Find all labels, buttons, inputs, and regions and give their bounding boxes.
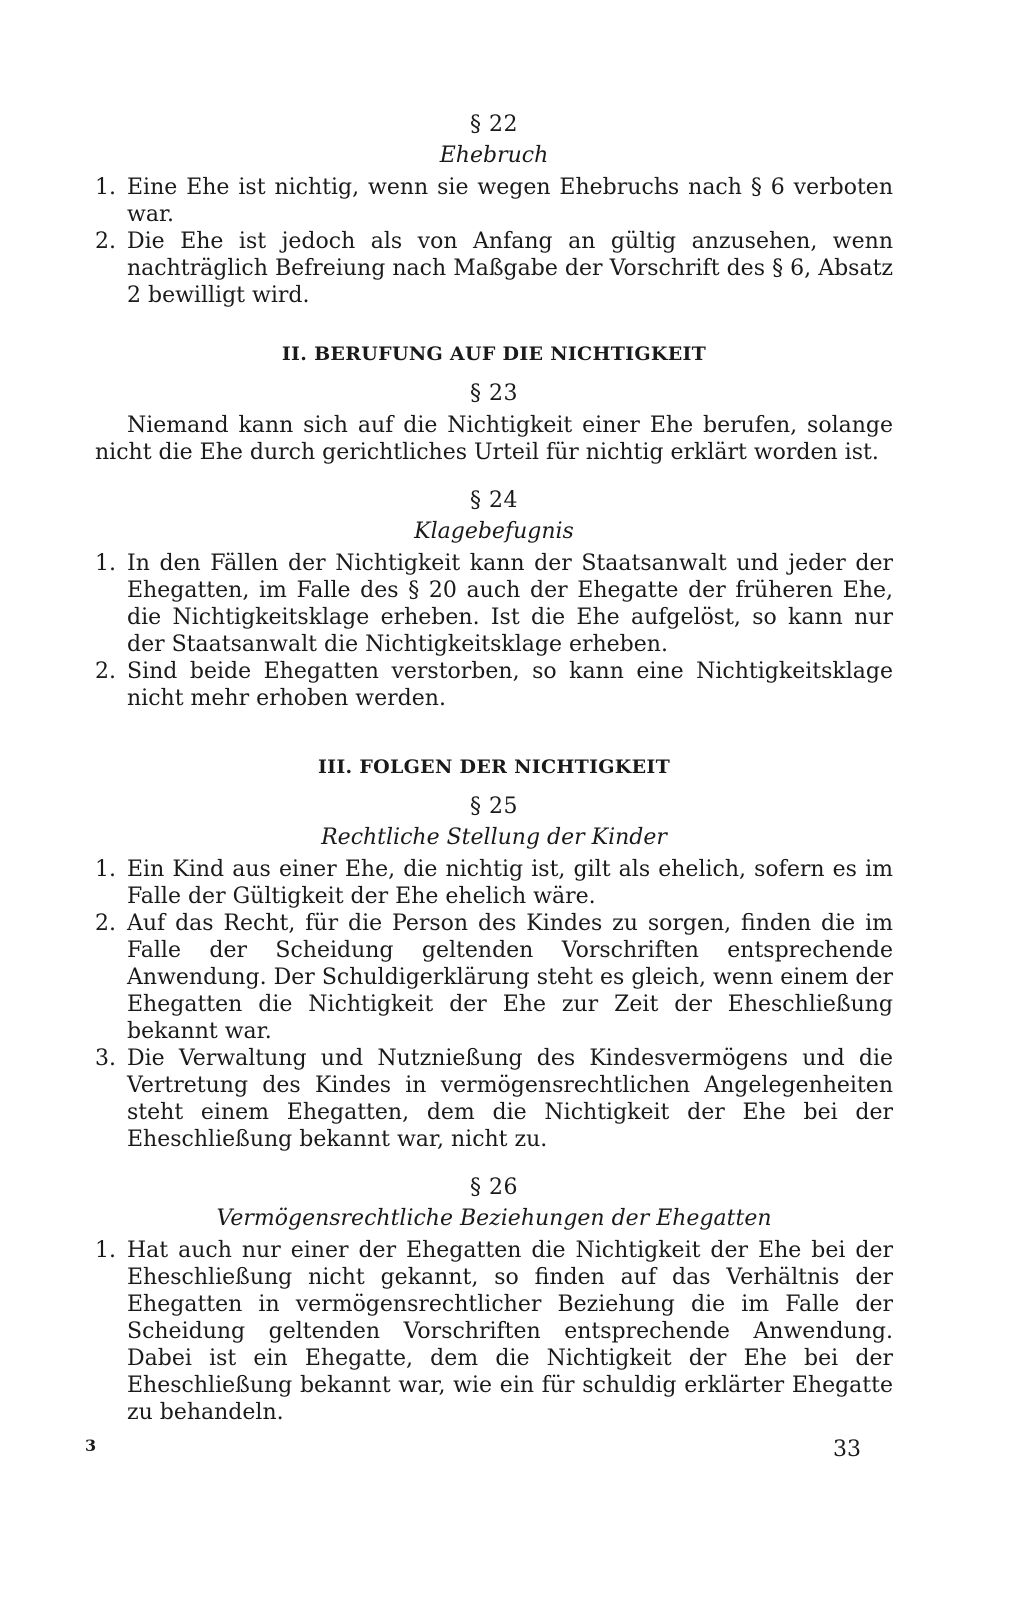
item-number: 1. xyxy=(95,551,116,576)
section-24 xyxy=(95,488,893,712)
item-list xyxy=(95,174,893,309)
item-text: Ein Kind aus einer Ehe, die nichtig ist, gilt als ehelich, sofern es im Falle der Gültigkeit der Ehe ehelich wäre. xyxy=(127,857,893,909)
page-content xyxy=(95,112,893,1432)
section-heading: § 24 xyxy=(470,488,518,513)
list-item xyxy=(95,910,893,1045)
list-item xyxy=(95,856,893,910)
page-number: 33 xyxy=(833,1437,861,1462)
item-text: Die Verwaltung und Nutznießung des Kindesvermögens und die Vertretung des Kindes in vermögensrechtlichen Angelegenheiten steht einem Ehegatten, dem die Nichtigkeit der Ehe bei der Eheschließung bekannt war, nicht zu. xyxy=(127,1046,893,1152)
printer-signature-mark: 3 xyxy=(85,1436,97,1455)
section-26 xyxy=(95,1175,893,1426)
chapter-heading: III. FOLGEN DER NICHTIGKEIT xyxy=(317,756,671,778)
list-item xyxy=(95,550,893,658)
item-number: 1. xyxy=(95,1238,116,1263)
chapter-heading: II. BERUFUNG AUF DIE NICHTIGKEIT xyxy=(281,343,707,365)
list-item xyxy=(95,228,893,309)
item-text: Sind beide Ehegatten verstorben, so kann eine Nichtigkeitsklage nicht mehr erhoben werden. xyxy=(127,659,893,711)
item-text: Auf das Recht, für die Person des Kindes zu sorgen, finden die im Falle der Scheidung geltenden Vorschriften entsprechende Anwendung. Der Schuldigerklärung steht es gleich, wenn einem der Ehegatten die Nichtigkeit der Ehe zur Zeit der Eheschließung bekannt war. xyxy=(127,911,893,1044)
item-text: In den Fällen der Nichtigkeit kann der Staatsanwalt und jeder der Ehegatten, im Falle des § 20 auch der Ehegatte der früheren Ehe, die Nichtigkeitsklage erheben. Ist die Ehe aufgelöst, so kann nur der Staatsanwalt die Nichtigkeitsklage erheben. xyxy=(127,551,893,657)
item-list xyxy=(95,1237,893,1426)
item-number: 1. xyxy=(95,175,116,200)
item-list xyxy=(95,550,893,712)
list-item xyxy=(95,1237,893,1426)
list-item xyxy=(95,174,893,228)
item-text: Hat auch nur einer der Ehegatten die Nichtigkeit der Ehe bei der Eheschließung nicht gekannt, so finden auf das Verhältnis der Ehegatten in vermögensrechtlicher Beziehung die im Falle der Scheidung geltenden Vorschriften entsprechende Anwendung. Dabei ist ein Ehegatte, dem die Nichtigkeit der Ehe bei der Eheschließung bekannt war, wie ein für schuldig erklärter Ehegatte zu behandeln. xyxy=(127,1238,893,1425)
section-paragraph: Niemand kann sich auf die Nichtigkeit einer Ehe berufen, solange nicht die Ehe durch gerichtliches Urteil für nichtig erklärt worden ist. xyxy=(95,413,893,465)
list-item xyxy=(95,658,893,712)
section-23 xyxy=(95,381,893,466)
section-heading: § 26 xyxy=(470,1175,518,1200)
item-text: Eine Ehe ist nichtig, wenn sie wegen Ehebruchs nach § 6 verboten war. xyxy=(127,175,893,227)
item-number: 2. xyxy=(95,229,116,254)
section-heading: § 23 xyxy=(470,381,518,406)
item-list xyxy=(95,856,893,1153)
item-text: Die Ehe ist jedoch als von Anfang an gültig anzusehen, wenn nachträglich Befreiung nach Maßgabe der Vorschrift des § 6, Absatz 2 bewilligt wird. xyxy=(127,229,893,308)
section-heading: § 22 xyxy=(470,112,518,137)
item-number: 2. xyxy=(95,911,116,936)
item-number: 1. xyxy=(95,857,116,882)
section-heading: § 25 xyxy=(470,794,518,819)
section-title: Rechtliche Stellung der Kinder xyxy=(321,825,667,850)
section-22 xyxy=(95,112,893,309)
section-title: Ehebruch xyxy=(439,143,549,168)
item-number: 3. xyxy=(95,1046,116,1071)
item-number: 2. xyxy=(95,659,116,684)
section-title: Klagebefugnis xyxy=(414,519,574,544)
section-title: Vermögensrechtliche Beziehungen der Ehegatten xyxy=(216,1206,772,1231)
list-item xyxy=(95,1045,893,1153)
section-25 xyxy=(95,794,893,1153)
